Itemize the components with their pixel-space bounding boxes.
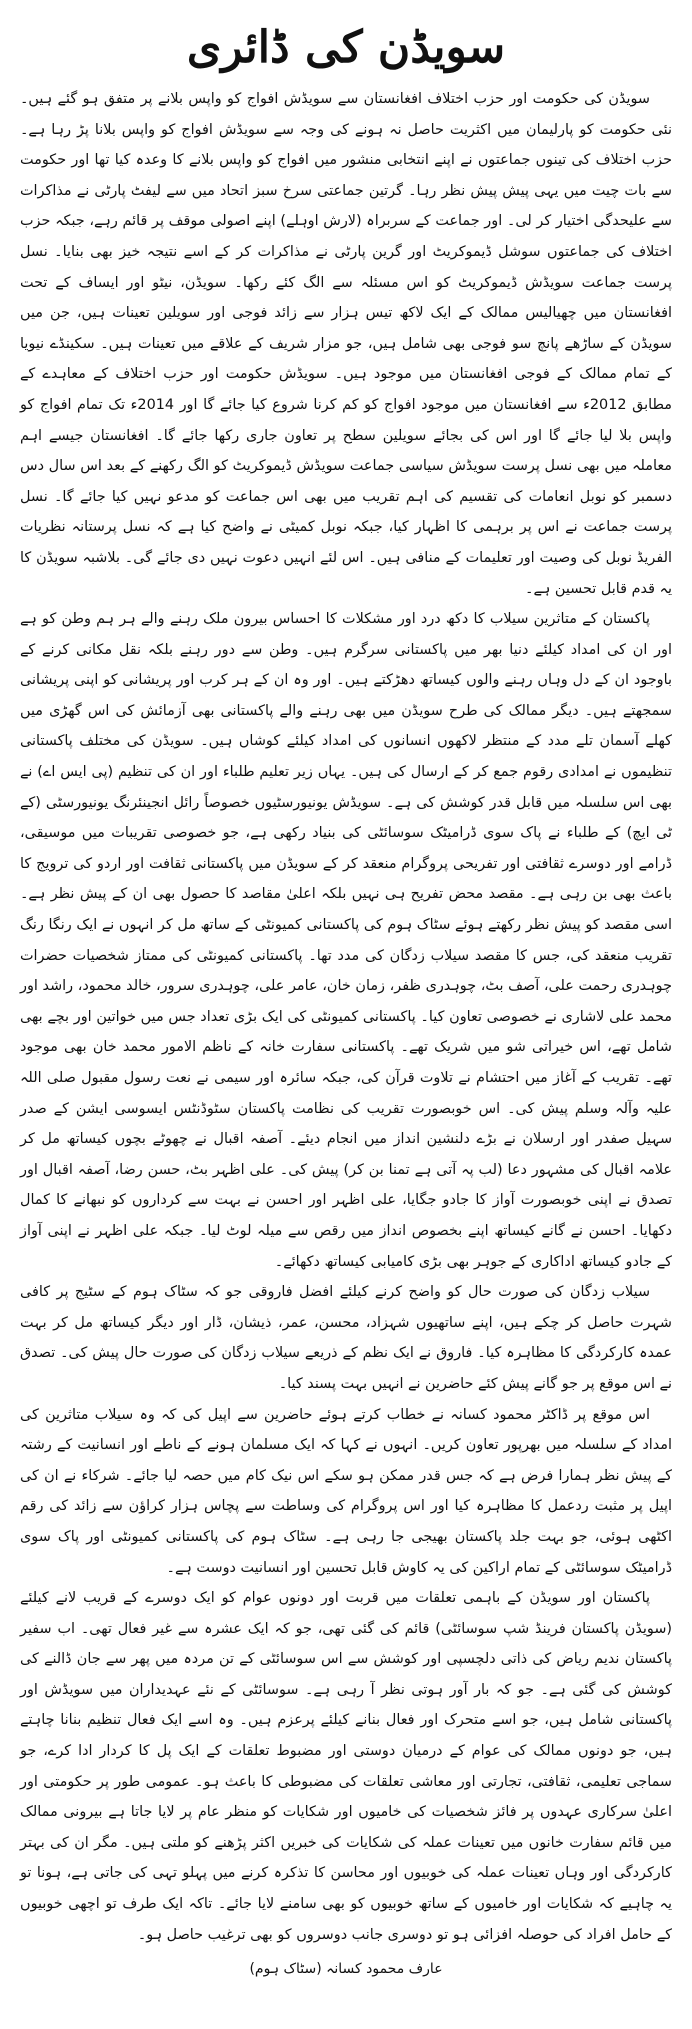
paragraph-afghanistan: سویڈن کی حکومت اور حزب اختلاف افغانستان سے سویڈش افواج کو واپس بلانے پر متفق ہو گئے ہیں۔ نئی حکومت کو پارلیمان میں اکثریت حاصل نہ ہونے کی وجہ سے سویڈش افواج کو واپس بلانا پڑ رہا ہے۔ حزب اختلاف کی تینوں جماعتوں نے اپنے انتخابی منشور میں افواج کو واپس بلانے کا وعدہ کیا تھا اور حکومت سے بات چیت میں یہی پیش پیش نظر رہا۔ گرتین جماعتی سرخ سبز اتحاد میں سے لیفٹ پارٹی نے مذاکرات سے علیحدگی اختیار کر لی۔ اور جماعت کے سربراہ (لارش اوہلے) اپنے اصولی موقف پر قائم رہے، جبکہ حزب اختلاف کی جماعتوں سوشل ڈیموکریٹ اور گرین پارٹی نے مذاکرات کر کے اسے نتیجہ خیز بھی بنایا۔ نسل پرست جماعت سویڈش ڈیموکریٹ کو اس مسئلہ سے الگ کئے رکھا۔ سویڈن، نیٹو اور ایساف کے تحت افغانستان میں چھیالیس ممالک کے ایک لاکھ تیس ہزار سے زائد فوجی اور سویلین تعینات ہیں، جن میں سویڈن کے ساڑھے پانچ سو فوجی بھی شامل ہیں، جو مزار شریف کے علاقے میں تعینات ہیں۔ سکینڈے نیویا کے تمام ممالک کے فوجی افغانستان میں موجود ہیں۔ سویڈش حکومت اور حزب اختلاف کے معاہدے کے مطابق 2012ء سے افغانستان میں موجود افواج کو کم کرنا شروع کیا جائے گا اور 2014ء تک تمام افواج کو واپس بلا لیا جائے گا اور اس کی بجائے سویلین سطح پر تعاون جاری رکھا جائے گا۔ افغانستان جیسے اہم معاملہ میں بھی نسل پرست سویڈش سیاسی جماعت سویڈش ڈیموکریٹ کو الگ رکھنے کے بعد اس سال دس دسمبر کو نوبل انعامات کی تقسیم کی اہم تقریب میں بھی اس جماعت کو مدعو نہیں کیا جائے گا۔ نسل پرست جماعت نے اس پر برہمی کا اظہار کیا، جبکہ نوبل کمیٹی نے واضح کیا ہے کہ نسل پرستانہ نظریات الفریڈ نوبل کی وصیت اور تعلیمات کے منافی ہیں۔ اس لئے انہیں دعوت نہیں دی جائے گی۔ بلاشبہ سویڈن کا یہ قدم قابل تحسین ہے۔ [20, 91, 673, 597]
paragraph-stage-show: سیلاب زدگان کی صورت حال کو واضح کرنے کیلئے افضل فاروقی جو کہ سٹاک ہوم کے سٹیج پر کافی شہرت حاصل کر چکے ہیں، اپنے ساتھیوں شہزاد، محسن، عمر، ذیشان، ڈار اور دیگر کیساتھ مل کر بہت عمدہ کارکردگی کا مظاہرہ کیا۔ فاروق نے ایک نظم کے ذریعے سیلاب زدگان کی صورت حال پیش کی۔ تصدق نے اس موقع پر جو گانے پیش کئے حاضرین نے انہیں بہت پسند کیا۔ [20, 1284, 672, 1392]
author-byline: عارف محمود کسانہ (سٹاک ہوم) [249, 1961, 443, 1978]
column-masthead [20, 10, 672, 84]
column-title: سویڈن کی ڈائری [186, 21, 506, 73]
paragraph-friendship-society: پاکستان اور سویڈن کے باہمی تعلقات میں قربت اور دونوں عوام کو ایک دوسرے کے قریب لانے کیلئے (سویڈن پاکستان فرینڈ شپ سوسائٹی) قائم کی گئی تھی، جو کہ ایک عشرہ سے غیر فعال تھی۔ اب سفیر پاکستان ندیم ریاض کی ذاتی دلچسپی اور کوشش سے اس سوسائٹی کے تن مردہ میں پھر سے جان ڈالنے کی کوشش کی گئی ہے۔ جو کہ بار آور ہوتی نظر آ رہی ہے۔ سوسائٹی کے نئے عہدیداران میں سویڈش اور پاکستانی شامل ہیں، جو اسے متحرک اور فعال بنانے کیلئے پرعزم ہیں۔ وہ اسے ایک فعال تنظیم بنانا چاہتے ہیں، جو دونوں ممالک کی عوام کے درمیان دوستی اور مضبوط تعلقات کے ایک پل کا کردار ادا کرے، جو سماجی تعلیمی، ثقافتی، تجارتی اور معاشی تعلقات کی مضبوطی کا باعث ہو۔ عمومی طور پر حکومتی اور اعلیٰ سرکاری عہدوں پر فائز شخصیات کی خامیوں اور شکایات کو منظر عام پر لایا جاتا ہے بیرونی ممالک میں قائم سفارت خانوں میں تعینات عملہ کی شکایات کی خبریں اکثر پڑھنے کو ملتی ہیں۔ مگر ان کی بہتر کارکردگی اور وہاں تعینات عملہ کی خوبیوں اور محاسن کا تذکرہ کرنے میں پہلو تہی کی جاتی ہے، ہونا تو یہ چاہیے کہ شکایات اور خامیوں کے ساتھ خوبیوں کو بھی سامنے لایا جائے۔ تاکہ ایک طرف تو اچھی خوبیوں کے حامل افراد کی حوصلہ افزائی ہو تو دوسری جانب دوسروں کو بھی ترغیب حاصل ہو۔ [20, 1590, 672, 1943]
paragraph-appeal: اس موقع پر ڈاکٹر محمود کسانہ نے خطاب کرتے ہوئے حاضرین سے اپیل کی کہ وہ سیلاب متاثرین کی امداد کے سلسلہ میں بھرپور تعاون کریں۔ انہوں نے کہا کہ ایک مسلمان ہونے کے ناطے اور انسانیت کے رشتہ کے پیش نظر ہمارا فرض ہے کہ جس قدر ممکن ہو سکے اس نیک کام میں حصہ لیا جائے۔ شرکاء نے ان کی اپیل پر مثبت ردعمل کا مظاہرہ کیا اور اس پروگرام کی وساطت سے پچاس ہزار کراؤن سے زائد کی رقم اکٹھی ہوئی، جو بہت جلد پاکستان بھیجی جا رہی ہے۔ سٹاک ہوم کی پاکستانی کمیونٹی اور پاک سوی ڈرامیٹک سوسائٹی کے تمام اراکین کی یہ کاوش قابل تحسین اور انسانیت دوست ہے۔ [20, 1406, 672, 1576]
column-body [20, 84, 672, 1982]
paragraph-flood-relief: پاکستان کے متاثرین سیلاب کا دکھ درد اور مشکلات کا احساس بیرون ملک رہنے والے ہر ہم وطن کو ہے اور ان کی امداد کیلئے دنیا بھر میں پاکستانی سرگرم ہیں۔ وطن سے دور رہنے بلکہ نقل مکانی کرنے کے باوجود ان کے دل وہاں رہنے والوں کیساتھ دھڑکتے ہیں۔ اور وہ ان کے ہر کرب اور پریشانی کو اپنی پریشانی سمجھتے ہیں۔ دیگر ممالک کی طرح سویڈن میں بھی رہنے والے پاکستانی بھی آزمائش کی اس گھڑی میں کھلے آسمان تلے مدد کے منتظر لاکھوں انسانوں کی امداد کیلئے کوشاں ہیں۔ سویڈن کی مختلف پاکستانی تنظیموں نے امدادی رقوم جمع کر کے ارسال کی ہیں۔ یہاں زیر تعلیم طلباء اور ان کی تنظیم (پی ایس اے) نے بھی اس سلسلہ میں قابل قدر کوشش کی ہے۔ سویڈش یونیورسٹیوں خصوصاً رائل انجینئرنگ یونیورسٹی (کے ٹی ایچ) کے طلباء نے پاک سوی ڈرامیٹک سوسائٹی کی بنیاد رکھی ہے، جو خصوصی تقریبات میں موسیقی، ڈرامے اور دوسرے ثقافتی اور تفریحی پروگرام منعقد کر کے سویڈن میں پاکستانی ثقافت اور اردو کی ترویج کا باعث بھی بن رہی ہے۔ مقصد محض تفریح ہی نہیں بلکہ اعلیٰ مقاصد کا حصول بھی ان کے پیش نظر ہے۔ اسی مقصد کو پیش نظر رکھتے ہوئے سٹاک ہوم کی پاکستانی کمیونٹی کے ساتھ مل کر انہوں نے ایک رنگا رنگ تقریب منعقد کی، جس کا مقصد سیلاب زدگان کی مدد تھا۔ پاکستانی کمیونٹی کی ممتاز شخصیات حضرات چوہدری رحمت علی، آصف بٹ، چوہدری ظفر، زمان خان، عامر علی، چوہدری سرور، خالد محمود، راشد اور محمد علی لاشاری نے خصوصی تعاون کیا۔ پاکستانی کمیونٹی کی ایک بڑی تعداد جس میں خواتین اور بچے بھی شامل تھے، اس خیراتی شو میں شریک تھے۔ پاکستانی سفارت خانہ کے ناظم الامور محمد خان بھی موجود تھے۔ تقریب کے آغاز میں احتشام نے تلاوت قرآن کی، جبکہ سائرہ اور سیمی نے نعت رسول مقبول صلی اللہ علیہ وآلہ وسلم پیش کی۔ اس خوبصورت تقریب کی نظامت پاکستان سٹوڈنٹس ایسوسی ایشن کے صدر سہیل صفدر اور ارسلان نے بڑے دلنشین انداز میں انجام دیئے۔ آصفہ اقبال نے چھوٹے بچوں کیساتھ مل کر علامہ اقبال کی مشہور دعا (لب پہ آتی ہے تمنا بن کر) پیش کی۔ علی اظہر بٹ، حسن رضا، آصفہ اقبال اور تصدق نے اپنی خوبصورت آواز کا جادو جگایا، علی اظہر اور احسن نے بہت سے کرداروں کو نبھانے کا کمال دکھایا۔ احسن نے گانے کیساتھ اپنے بخصوص انداز میں رقص سے میلہ لوٹ لیا۔ جبکہ علی اظہر نے اپنی آواز کے جادو کیساتھ اداکاری کے جوہر بھی بڑی کامیابی کیساتھ دکھائے۔ [20, 611, 672, 1270]
